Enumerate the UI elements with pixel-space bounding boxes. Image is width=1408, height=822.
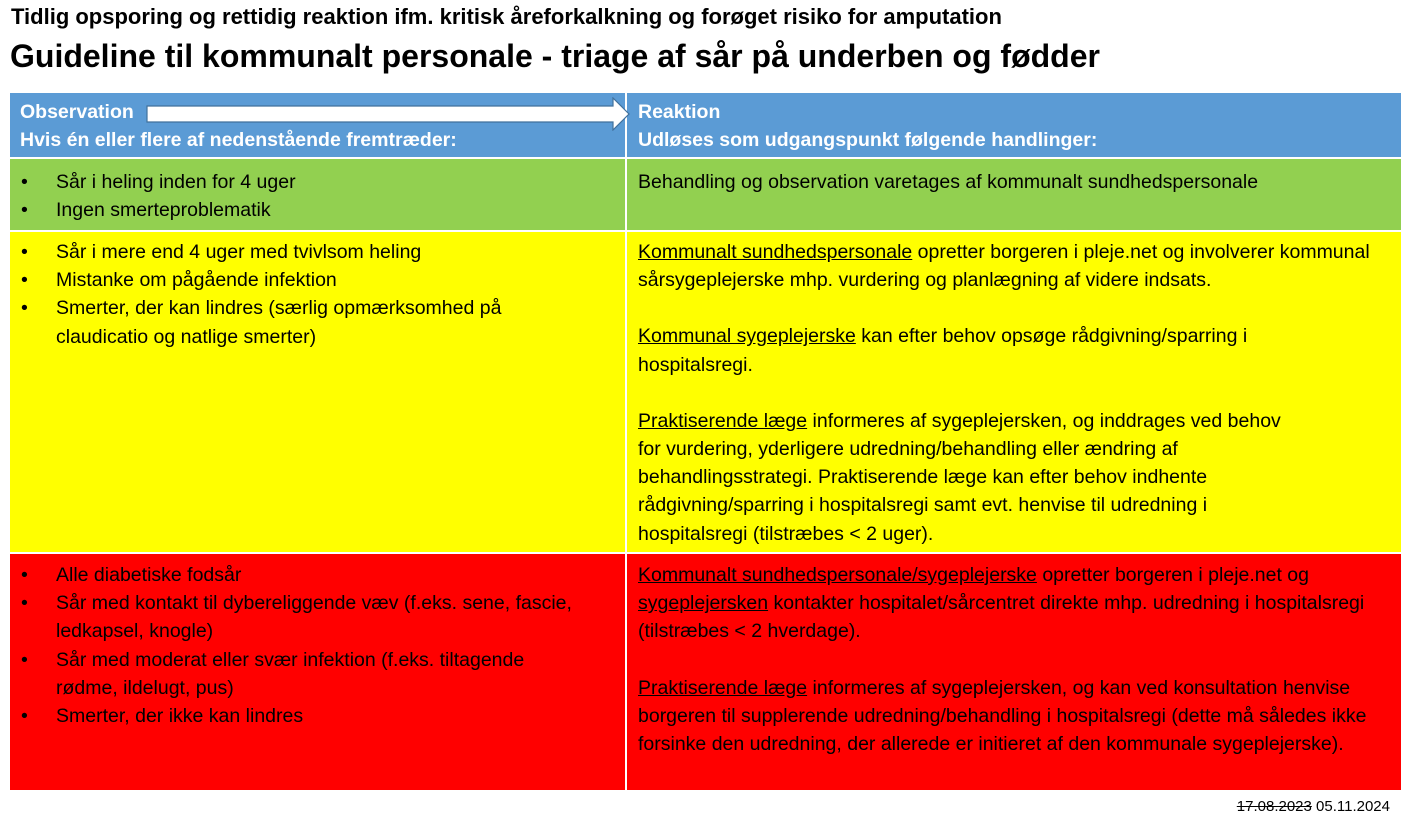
list-item: • Smerter, der kan lindres (særlig opmærksomhed på claudicatio og natlige smerter) xyxy=(10,294,625,350)
document-title: Guideline til kommunalt personale - triage af sår på underben og fødder xyxy=(10,38,1100,74)
actor-label: Kommunal sygeplejerske xyxy=(638,325,856,348)
observation-header-subtitle: Hvis én eller flere af nedenstående fremtræder: xyxy=(20,129,457,151)
actor-label: sygeplejersken xyxy=(638,592,769,615)
actor-label: Praktiserende læge xyxy=(638,409,808,432)
reaction-text: opretter borgeren i pleje.net og involverer kommunal sårsygeplejerske mhp. vurdering og planlægning af videre indsats. xyxy=(638,241,1370,292)
list-item: • Sår i heling inden for 4 uger xyxy=(10,168,625,196)
red-observation-cell xyxy=(10,554,625,790)
reaction-text: informeres af sygeplejersken, og inddrages ved behov for vurdering, yderligere udredning/behandling eller ændring af behandlingsstrategi. Praktiserende læge kan efter behov indhente rådgivning/sparring i hospitalsregi samt evt. henvise til udredning i hospitalsregi (tilstræbes < 2 uger). xyxy=(638,409,1281,545)
new-date: 05.11.2024 xyxy=(1316,798,1390,815)
actor-label: Kommunalt sundhedspersonale/sygeplejerske xyxy=(638,564,1037,586)
actor-label: Praktiserende læge xyxy=(638,676,808,699)
yellow-reaction-paragraph-1 xyxy=(638,238,1387,294)
actor-label: Kommunalt sundhedspersonale xyxy=(638,241,913,263)
document-subtitle: Tidlig opsporing og rettidig reaktion ifm. kritisk åreforkalkning og forøget risiko for amputation xyxy=(11,4,1002,29)
red-reaction-paragraph-1 xyxy=(638,561,1387,646)
list-item: • Smerter, der ikke kan lindres xyxy=(10,702,625,730)
list-item: • Ingen smerteproblematik xyxy=(10,196,625,224)
reaction-text: kontakter hospitalet/sårcentret direkte mhp. udredning i hospitalsregi (tilstræbes < 2 hverdage). xyxy=(638,592,1365,643)
list-item: • Alle diabetiske fodsår xyxy=(10,561,625,589)
reaction-text: informeres af sygeplejersken, og kan ved konsultation henvise borgeren til supplerende udredning/behandling i hospitalsregi (dette må således ikke forsinke den udredning, der allerede er initieret af den kommunale sygeplejerske). xyxy=(638,676,1367,756)
red-reaction-cell xyxy=(627,554,1401,790)
yellow-reaction-cell xyxy=(627,232,1401,552)
red-reaction-paragraph-2 xyxy=(638,674,1387,759)
reaction-text: kan efter behov opsøge rådgivning/sparring i hospitalsregi. xyxy=(638,325,1248,376)
green-observation-list xyxy=(10,159,625,224)
green-reaction-cell xyxy=(627,159,1401,230)
list-item: • Sår i mere end 4 uger med tvivlsom heling xyxy=(10,238,625,266)
list-item: • Mistanke om pågående infektion xyxy=(10,266,625,294)
arrow-right-icon xyxy=(146,97,631,131)
yellow-reaction-paragraph-2 xyxy=(638,322,1387,378)
yellow-observation-cell xyxy=(10,232,625,552)
observation-header-title: Observation xyxy=(20,101,134,123)
list-item: • Sår med kontakt til dybereliggende væv (f.eks. sene, fascie, ledkapsel, knogle) xyxy=(10,589,625,645)
yellow-observation-list xyxy=(10,232,625,351)
reaction-text: opretter borgeren i pleje.net og xyxy=(1036,564,1310,586)
reaction-header-subtitle: Udløses som udgangspunkt følgende handlinger: xyxy=(638,129,1098,151)
list-item: • Sår med moderat eller svær infektion (f.eks. tiltagende rødme, ildelugt, pus) xyxy=(10,646,625,702)
yellow-reaction-paragraph-3 xyxy=(638,407,1387,548)
green-reaction-text: Behandling og observation varetages af kommunalt sundhedspersonale xyxy=(638,171,1259,193)
green-observation-cell xyxy=(10,159,625,230)
reaction-header xyxy=(627,93,1401,157)
revision-date xyxy=(1237,798,1390,815)
red-observation-list xyxy=(10,554,625,730)
old-date: 17.08.2023 xyxy=(1236,798,1312,815)
reaction-header-title: Reaktion xyxy=(638,101,721,123)
